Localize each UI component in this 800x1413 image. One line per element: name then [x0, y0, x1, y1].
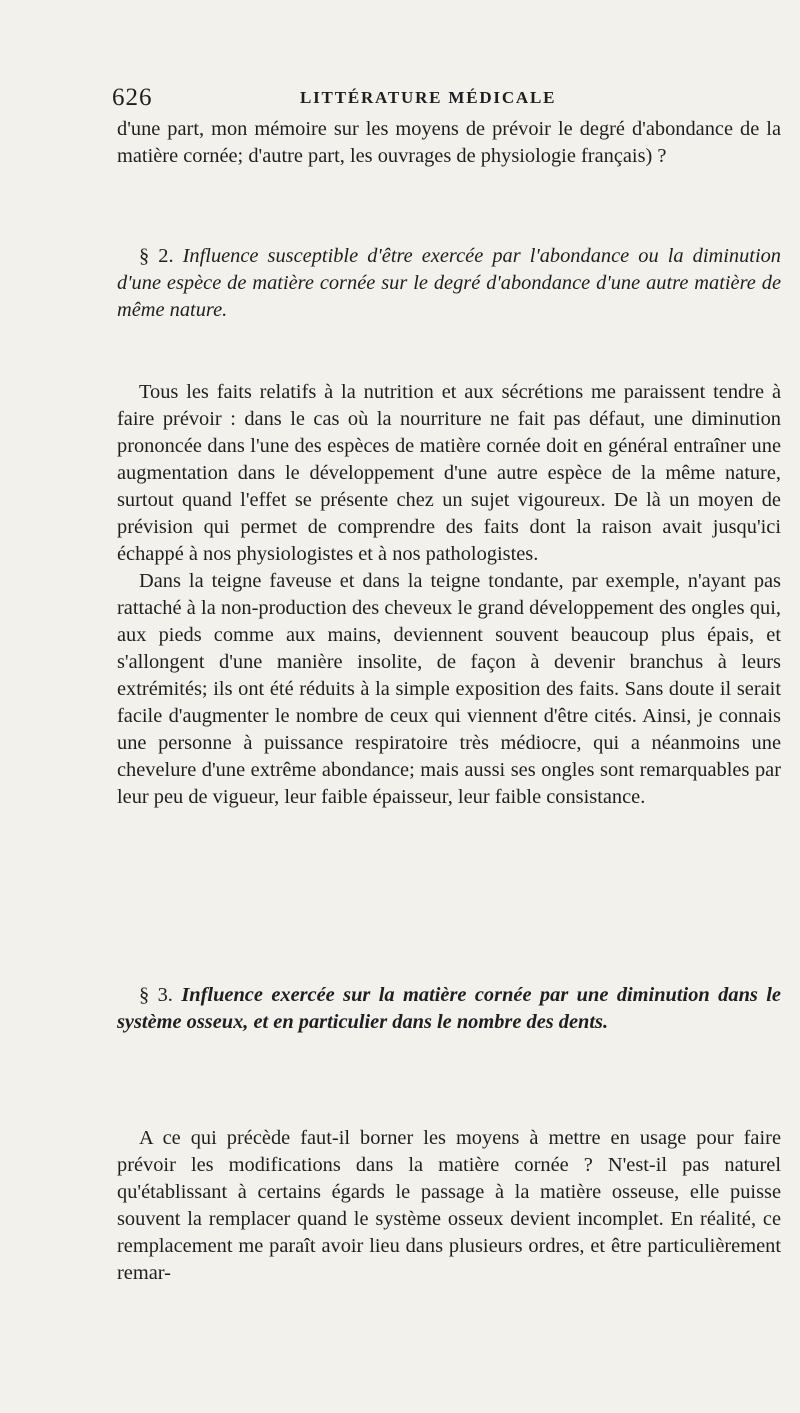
opening-paragraph: d'une part, mon mémoire sur les moyens de prévoir le degré d'abondance de la matière cornée; d'autre part, les ouvrages de physiologie français) ?	[117, 118, 781, 167]
opening-paragraph-block	[117, 116, 781, 170]
section-2-body	[117, 379, 781, 811]
section-3-title: Influence exercée sur la matière cornée par une diminution dans le système osseux, et en particulier dans le nombre des dents.	[117, 984, 781, 1033]
paragraph-b: A ce qui précède faut-il borner les moyens à mettre en usage pour faire prévoir les modifications dans la matière cornée ? N'est-il pas naturel qu'établissant à certains égards le passage à la matière osseuse, elle puisse souvent la remplacer quand le système osseux devient incomplet. En réalité, ce remplacement me paraît avoir lieu dans plusieurs ordres, et être particulièrement remar-	[117, 1127, 781, 1284]
paragraph-a1: Tous les faits relatifs à la nutrition et aux sécrétions me paraissent tendre à faire prévoir : dans le cas où la nourriture ne fait pas défaut, une diminution prononcée dans l'une des espèces de matière cornée doit en général entraîner une augmentation dans le développement d'une autre espèce de la même nature, surtout quand l'effet se présente chez un sujet vigoureux. De là un moyen de prévision qui permet de comprendre des faits dont la raison avait jusqu'ici échappé à nos physiologistes et à nos pathologistes.	[117, 381, 781, 565]
paragraph-a2: Dans la teigne faveuse et dans la teigne tondante, par exemple, n'ayant pas rattaché à la non-production des cheveux le grand développement des ongles qui, aux pieds comme aux mains, deviennent souvent beaucoup plus épais, et s'allongent d'une manière insolite, de façon à devenir branchus à leurs extrémités; ils ont été réduits à la simple exposition des faits. Sans doute il serait facile d'augmenter le nombre de ceux qui viennent d'être cités. Ainsi, je connais une personne à puissance respiratoire très médiocre, qui a néanmoins une chevelure d'une extrême abondance; mais aussi ses ongles sont remarquables par leur peu de vigueur, leur faible épaisseur, leur faible consistance.	[117, 570, 781, 808]
section-3-heading-block	[117, 982, 781, 1036]
section-3-heading	[117, 982, 781, 1036]
page-header	[0, 84, 800, 114]
section-2-heading	[117, 243, 781, 324]
section-3-number: § 3.	[139, 984, 173, 1006]
section-2-title: Influence susceptible d'être exercée par l'abondance ou la diminution d'une espèce de matière cornée sur le degré d'abondance d'une autre matière de même nature.	[117, 245, 781, 321]
section-2-heading-block	[117, 243, 781, 324]
section-3-body	[117, 1125, 781, 1287]
running-title: LITTÉRATURE MÉDICALE	[300, 88, 557, 107]
section-2-number: § 2.	[139, 245, 174, 267]
page-number: 626	[112, 84, 153, 111]
